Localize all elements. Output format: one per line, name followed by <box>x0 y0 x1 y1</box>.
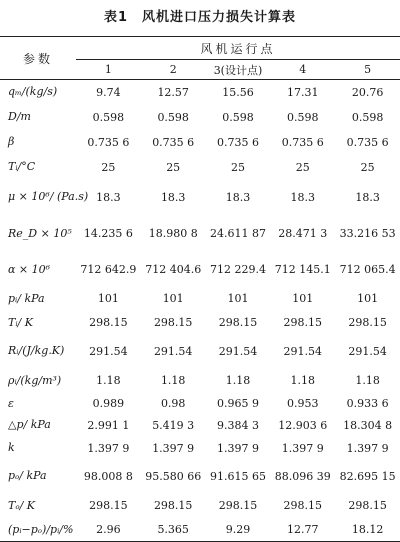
table-cell: 298.15 <box>153 499 193 512</box>
table-cell: 298.15 <box>218 316 258 329</box>
table-cell: 9.74 <box>96 85 121 99</box>
table-cell: 2.991 1 <box>87 418 130 432</box>
table-caption <box>0 6 400 25</box>
row-label: qₘ/(kg/s) <box>8 85 58 99</box>
table-row <box>0 253 400 287</box>
row-label: D/m <box>8 110 31 123</box>
pressure-loss-table <box>0 36 400 542</box>
table-cell: 15.56 <box>222 85 254 99</box>
table-cell: 0.735 6 <box>87 135 130 149</box>
point-header: 1 <box>76 60 141 80</box>
table-cell: 0.598 <box>287 110 319 124</box>
table-cell: 0.735 6 <box>152 135 195 149</box>
table-cell: 14.235 6 <box>83 227 133 240</box>
table-cell: 5.419 3 <box>152 418 195 432</box>
table-row <box>0 493 400 519</box>
table-cell: 0.735 6 <box>281 135 324 149</box>
table-cell: 18.980 8 <box>148 227 198 240</box>
table-cell: 101 <box>97 292 119 305</box>
table-row <box>0 287 400 311</box>
table-body <box>0 80 400 542</box>
table-row <box>0 130 400 155</box>
table-cell: 0.735 6 <box>346 135 389 149</box>
table-row <box>0 155 400 180</box>
table-cell: 0.598 <box>351 110 384 124</box>
table-cell: 1.18 <box>225 374 251 387</box>
table-cell: 25 <box>360 160 375 174</box>
table-cell: 12.57 <box>157 85 189 99</box>
table-cell: 291.54 <box>218 344 258 358</box>
table-cell: 12.903 6 <box>278 418 328 432</box>
row-label: ρᵢ/(kg/m³) <box>8 373 62 387</box>
row-label: Rᵢ/(J/kg.K) <box>8 344 65 357</box>
table-cell: 712 642.9 <box>80 263 137 276</box>
table-cell: 82.695 15 <box>339 469 396 483</box>
table-cell: 33.216 53 <box>339 227 396 240</box>
table-cell: 1.397 9 <box>216 441 259 455</box>
table-cell: 25 <box>230 160 245 174</box>
table-cell: 18.3 <box>160 190 186 204</box>
table-cell: 0.965 9 <box>216 397 259 410</box>
table-cell: 9.29 <box>206 519 271 542</box>
table-cell: 298.15 <box>153 316 193 329</box>
table-cell: 9.384 3 <box>216 418 259 432</box>
table-cell: 0.98 <box>160 397 186 410</box>
table-cell: 291.54 <box>348 344 387 358</box>
table-cell: 1.18 <box>290 374 316 387</box>
table-row <box>0 394 400 414</box>
operating-points-header: 风机运行点 <box>76 37 400 60</box>
table-cell: 1.397 9 <box>87 441 130 455</box>
table-cell: 101 <box>162 292 184 305</box>
table-cell: 88.096 39 <box>274 469 331 483</box>
table-cell: 1.18 <box>96 374 121 387</box>
table-cell: 0.989 <box>92 397 125 410</box>
table-cell: 298.15 <box>348 316 387 329</box>
table-cell: 291.54 <box>153 344 193 358</box>
table-cell: 0.598 <box>157 110 189 124</box>
table-cell: 18.3 <box>355 190 380 204</box>
table-cell: 1.18 <box>355 374 380 387</box>
table-cell: 12.77 <box>270 519 335 542</box>
table-row <box>0 80 400 105</box>
table-row <box>0 460 400 493</box>
table-cell: 20.76 <box>351 85 384 99</box>
table-cell: 0.933 6 <box>346 397 389 410</box>
row-label: Tᵢ/ K <box>8 315 33 329</box>
table-cell: 712 065.4 <box>339 263 396 276</box>
table-cell: 18.3 <box>96 190 121 204</box>
table-cell: 25 <box>166 160 181 174</box>
table-row <box>0 414 400 437</box>
row-label: Tₒ/ K <box>8 498 35 512</box>
table-cell: 5.365 <box>141 519 206 542</box>
table-cell: 101 <box>292 292 314 305</box>
table-cell: 2.96 <box>76 519 141 542</box>
table-cell: 0.598 <box>222 110 254 124</box>
row-label: Re_D × 10⁵ <box>8 226 72 240</box>
table-cell: 18.12 <box>335 519 400 542</box>
table-row <box>0 368 400 394</box>
point-header: 2 <box>141 60 206 80</box>
table-row <box>0 437 400 460</box>
table-cell: 28.471 3 <box>278 227 328 240</box>
table-cell: 1.18 <box>160 374 186 387</box>
row-label: k <box>8 441 15 454</box>
table-cell: 17.31 <box>287 85 319 99</box>
table-cell: 25 <box>295 160 310 174</box>
point-header: 4 <box>270 60 335 80</box>
table-cell: 1.397 9 <box>346 441 389 455</box>
row-label: △p/ kPa <box>8 418 51 431</box>
table-cell: 1.397 9 <box>281 441 324 455</box>
table-cell: 25 <box>101 160 116 174</box>
row-label: pₒ/ kPa <box>8 469 47 482</box>
table-cell: 712 404.6 <box>145 263 202 276</box>
row-label: pᵢ/ kPa <box>8 291 45 305</box>
table-cell: 298.15 <box>89 316 128 329</box>
param-header: 参数 <box>0 37 76 80</box>
row-label: μ × 10⁶/ (Pa.s) <box>8 190 89 203</box>
table-cell: 91.615 65 <box>210 469 266 483</box>
table-cell: 1.397 9 <box>152 441 195 455</box>
table-cell: 0.735 6 <box>216 135 259 149</box>
point-header: 3(设计点) <box>206 60 271 80</box>
caption-title: 风机进口压力损失计算表 <box>142 10 297 25</box>
table-cell: 298.15 <box>283 316 323 329</box>
table-cell: 298.15 <box>283 499 323 512</box>
table-row <box>0 180 400 215</box>
table-row <box>0 311 400 335</box>
table-cell: 712 229.4 <box>210 263 266 276</box>
table-cell: 0.953 <box>287 397 319 410</box>
table-cell: 298.15 <box>218 499 258 512</box>
row-label: β <box>8 135 15 148</box>
table-cell: 18.304 8 <box>343 418 393 432</box>
table-cell: 24.611 87 <box>210 227 266 240</box>
row-label: ε <box>8 396 14 410</box>
point-header: 5 <box>335 60 400 80</box>
table-cell: 0.598 <box>92 110 125 124</box>
table-row <box>0 215 400 253</box>
table-cell: 18.3 <box>290 190 316 204</box>
row-label: (pᵢ−pₒ)/pᵢ/% <box>0 519 76 542</box>
table-cell: 291.54 <box>89 344 128 358</box>
table-cell: 298.15 <box>348 499 387 512</box>
table-row <box>0 519 400 542</box>
table-cell: 101 <box>227 292 249 305</box>
table-cell: 712 145.1 <box>274 263 331 276</box>
table-cell: 298.15 <box>89 499 128 512</box>
row-label: α × 10⁶ <box>8 262 51 276</box>
row-label: Tᵢ/°C <box>8 160 36 173</box>
table-row <box>0 105 400 130</box>
table-cell: 98.008 8 <box>83 469 133 483</box>
caption-number: 表1 <box>103 10 129 25</box>
table-cell: 101 <box>357 292 379 305</box>
table-cell: 291.54 <box>283 344 323 358</box>
table-cell: 95.580 66 <box>145 469 202 483</box>
table-row <box>0 335 400 368</box>
table-cell: 18.3 <box>225 190 251 204</box>
